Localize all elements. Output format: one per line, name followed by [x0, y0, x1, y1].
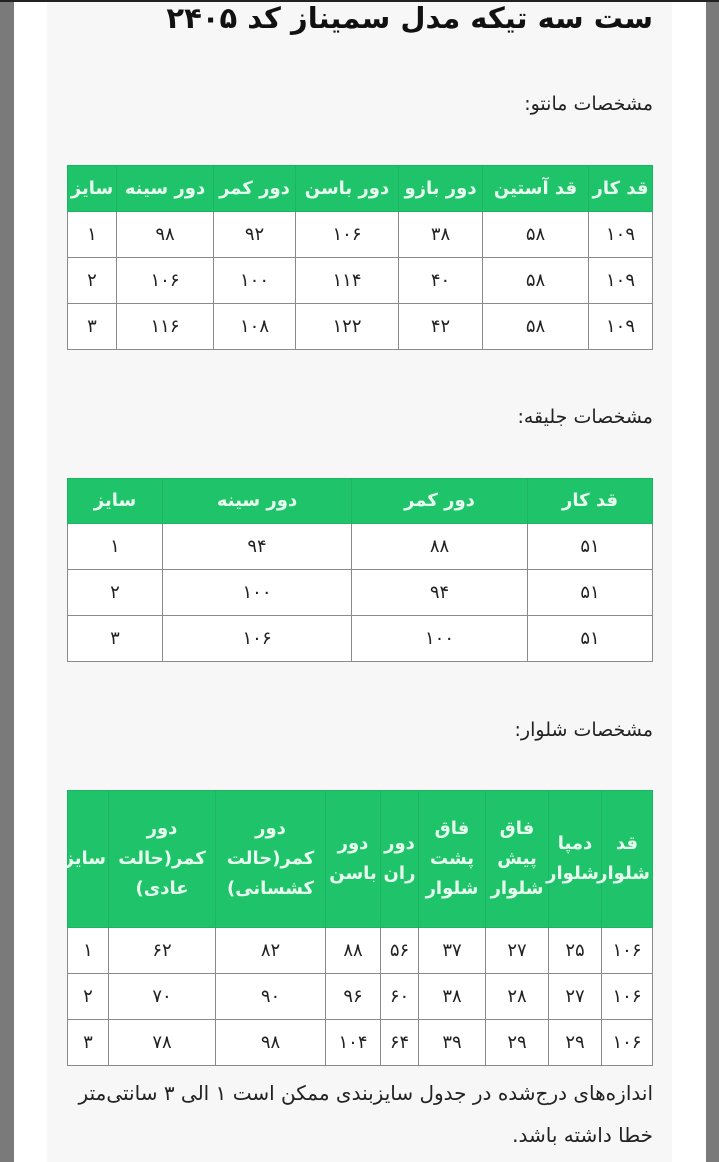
- table-cell: ۱۰۰: [163, 570, 352, 616]
- table-cell: ۵۱: [528, 570, 653, 616]
- table-cell: ۵۸: [483, 258, 589, 304]
- table-cell: ۲۷: [549, 974, 602, 1020]
- table-cell: ۳۹: [419, 1020, 486, 1066]
- column-header: دور ران: [381, 791, 419, 928]
- table-cell: ۲۹: [549, 1020, 602, 1066]
- table-cell: ۱: [68, 928, 109, 974]
- table-cell: ۹۴: [352, 570, 528, 616]
- column-header: دور کمر: [352, 479, 528, 524]
- column-header: دور باسن: [326, 791, 381, 928]
- table-cell: ۲۵: [549, 928, 602, 974]
- table-cell: ۱: [68, 212, 117, 258]
- table-cell: ۱۰۶: [602, 1020, 653, 1066]
- table-cell: ۵۱: [528, 524, 653, 570]
- table-cell: ۷۰: [109, 974, 216, 1020]
- column-header: دور باسن: [296, 166, 399, 212]
- table-cell: ۱۰۶: [163, 616, 352, 662]
- table-cell: ۲: [68, 570, 163, 616]
- table-header-row: [68, 791, 653, 928]
- table-cell: ۲۹: [486, 1020, 549, 1066]
- table-cell: ۱: [68, 524, 163, 570]
- column-header: دمپا شلوار: [549, 791, 602, 928]
- table-cell: ۹۸: [117, 212, 214, 258]
- column-header: سایز: [68, 791, 109, 928]
- table-cell: ۸۸: [352, 524, 528, 570]
- table-cell: ۱۱۶: [117, 304, 214, 350]
- table-row: [68, 974, 653, 1020]
- table-cell: ۹۲: [214, 212, 296, 258]
- table-cell: ۱۰۶: [117, 258, 214, 304]
- table-cell: ۹۸: [216, 1020, 326, 1066]
- table-row: [68, 1020, 653, 1066]
- pants-size-table: [63, 790, 653, 1066]
- column-header: فاق پشت شلوار: [419, 791, 486, 928]
- table-cell: ۲: [68, 974, 109, 1020]
- pants-section-label: مشخصات شلوار:: [514, 719, 653, 741]
- table-cell: ۱۱۴: [296, 258, 399, 304]
- table-cell: ۱۰۹: [589, 304, 653, 350]
- column-header: فاق پیش شلوار: [486, 791, 549, 928]
- table-row: [68, 928, 653, 974]
- table-cell: ۱۰۸: [214, 304, 296, 350]
- table-header-row: [68, 166, 653, 212]
- table-cell: ۱۰۶: [602, 974, 653, 1020]
- table-cell: ۶۲: [109, 928, 216, 974]
- table-row: [68, 258, 653, 304]
- table-cell: ۴۰: [399, 258, 483, 304]
- table-cell: ۵۸: [483, 212, 589, 258]
- table-header-row: [68, 479, 653, 524]
- table-cell: ۵۱: [528, 616, 653, 662]
- table-cell: ۹۰: [216, 974, 326, 1020]
- column-header: دور کمر: [214, 166, 296, 212]
- column-header: دور بازو: [399, 166, 483, 212]
- vest-size-table: [67, 478, 653, 662]
- table-cell: ۲۸: [486, 974, 549, 1020]
- table-cell: ۸۲: [216, 928, 326, 974]
- table-cell: ۶۴: [381, 1020, 419, 1066]
- table-cell: ۱۰۴: [326, 1020, 381, 1066]
- table-cell: ۵۶: [381, 928, 419, 974]
- table-cell: ۳۷: [419, 928, 486, 974]
- table-cell: ۱۰۰: [352, 616, 528, 662]
- table-cell: ۱۰۶: [296, 212, 399, 258]
- table-cell: ۹۴: [163, 524, 352, 570]
- table-cell: ۱۰۰: [214, 258, 296, 304]
- table-cell: ۱۰۹: [589, 258, 653, 304]
- table-cell: ۵۸: [483, 304, 589, 350]
- column-header: سایز: [68, 166, 117, 212]
- table-cell: ۲۷: [486, 928, 549, 974]
- table-row: [68, 616, 653, 662]
- table-row: [68, 212, 653, 258]
- table-cell: ۳۸: [419, 974, 486, 1020]
- column-header: قد کار: [589, 166, 653, 212]
- table-cell: ۱۲۲: [296, 304, 399, 350]
- table-cell: ۱۰۹: [589, 212, 653, 258]
- table-cell: ۶۰: [381, 974, 419, 1020]
- table-cell: ۳: [68, 304, 117, 350]
- column-header: دور کمر(حالت عادی): [109, 791, 216, 928]
- table-cell: ۱۰۶: [602, 928, 653, 974]
- table-cell: ۹۶: [326, 974, 381, 1020]
- table-cell: ۳: [68, 1020, 109, 1066]
- table-cell: ۳: [68, 616, 163, 662]
- vest-section-label: مشخصات جلیقه:: [517, 406, 653, 428]
- table-cell: ۳۸: [399, 212, 483, 258]
- column-header: دور سینه: [117, 166, 214, 212]
- manto-section-label: مشخصات مانتو:: [524, 93, 653, 115]
- column-header: سایز: [68, 479, 163, 524]
- column-header: قد آستین: [483, 166, 589, 212]
- column-header: قد کار: [528, 479, 653, 524]
- manto-size-table: [67, 165, 653, 350]
- page-title: ست سه تیکه مدل سمیناز کد ۲۴۰۵: [166, 1, 653, 35]
- table-row: [68, 570, 653, 616]
- table-row: [68, 524, 653, 570]
- column-header: قد شلوار: [602, 791, 653, 928]
- column-header: دور کمر(حالت کشسانی): [216, 791, 326, 928]
- table-cell: ۸۸: [326, 928, 381, 974]
- table-cell: ۷۸: [109, 1020, 216, 1066]
- column-header: دور سینه: [163, 479, 352, 524]
- size-disclaimer-note: اندازه‌های درج‌شده در جدول سایزبندی ممکن است ۱ الی ۳ سانتی‌متر خطا داشته باشد.: [78, 1081, 653, 1147]
- table-row: [68, 304, 653, 350]
- table-cell: ۲: [68, 258, 117, 304]
- table-cell: ۴۲: [399, 304, 483, 350]
